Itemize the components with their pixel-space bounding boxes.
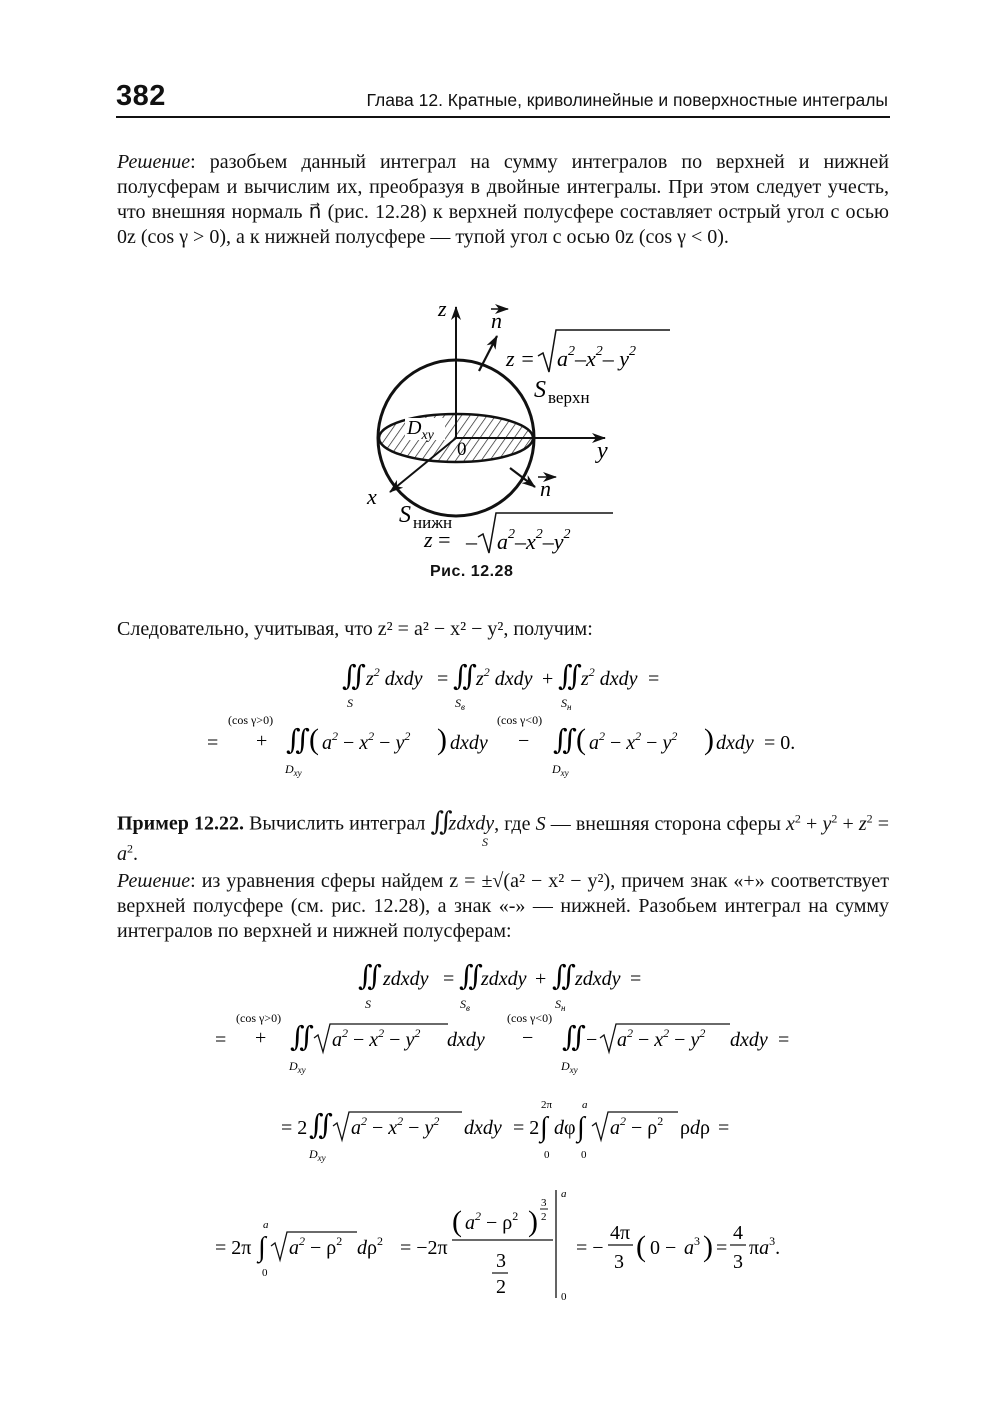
svg-text:(: ( (309, 723, 319, 756)
svg-text:z2 dxdy: $z^2$ dxdy (581, 665, 638, 690)
svg-text:0: 0 (262, 1267, 268, 1279)
svg-text:∬: ∬ (558, 661, 582, 692)
svg-text:(: ( (452, 1205, 462, 1238)
svg-text:dxdy: dxdy (447, 1029, 485, 1051)
svg-text:zdxdy: zdxdy (575, 968, 621, 990)
svg-text:∬: ∬ (309, 1110, 333, 1141)
origin-label: 0 (457, 439, 467, 460)
svg-text:∬: ∬ (358, 961, 382, 992)
svg-text:верхн: верхн (548, 388, 590, 407)
svg-text:0: 0 (581, 1149, 587, 1161)
z-axis-label: z (438, 296, 447, 321)
svg-text:3: 3 (614, 1251, 624, 1273)
svg-text:a2 − ρ2: $a^2 - \rho^2$ (465, 1209, 519, 1234)
svg-text:a2 − ρ2: $a^2 - \rho^2$ (610, 1114, 664, 1139)
svg-text:+: + (542, 668, 554, 690)
svg-text:0 −: 0 − (650, 1237, 677, 1259)
svg-text:= 2: = 2 (281, 1117, 308, 1139)
svg-text:z2 dxdy: $z^2$ dxdy (366, 665, 423, 690)
svg-text:a2–x2–y2: $a^2-x^2-y^2$ (497, 527, 571, 554)
svg-text:∬: ∬ (562, 1022, 586, 1053)
svg-text:=: = (215, 1029, 227, 1051)
solution-label: Решение (117, 151, 191, 173)
svg-text:dφ: dφ (554, 1117, 576, 1139)
svg-text:a2 − x2 − y2: $a^2 - x^2 - y^2$ (589, 729, 678, 754)
example-text-after: , где S — внешняя сторона сферы $x^2 + y^2 + z^2 = a^2$. (117, 811, 890, 866)
svg-text:Sн: $S_н$ (561, 696, 572, 712)
svg-text:): ) (703, 1230, 713, 1263)
example-integral-sub: S (482, 835, 488, 849)
svg-text:2π: 2π (541, 1099, 553, 1111)
svg-text:πa3.: $\pi a^3$. (749, 1234, 781, 1259)
svg-text:=: = (716, 1237, 728, 1259)
svg-text:= −: = − (576, 1237, 604, 1259)
svg-text:n: n (491, 308, 502, 333)
svg-text:zdxdy: zdxdy (481, 968, 527, 990)
svg-text:∬: ∬ (453, 661, 477, 692)
svg-text:S: S (347, 696, 353, 710)
svg-text:−: − (586, 1029, 598, 1051)
example-integral-sign: ∬ (430, 806, 453, 836)
svg-text:0: 0 (561, 1291, 567, 1303)
svg-text:a2 − x2 − y2: $a^2 - x^2 - y^2$ (332, 1026, 421, 1051)
svg-text:∬: ∬ (290, 1022, 314, 1053)
solution2-text: : из уравнения сферы найдем z = ±√(a² − x² − y²), причем знак «+» соответствует верхней полусфере (см. рис. 12.28), а знак «-» — нижней. Разобьем интеграл на сумму интегралов по верхней и нижней полусферам: (117, 870, 889, 942)
y-axis-label: y (597, 438, 608, 464)
svg-text:): ) (437, 723, 447, 756)
page-number: 382 (116, 80, 166, 112)
svg-text:= 2π: = 2π (215, 1237, 252, 1259)
solution2-label: Решение (117, 870, 191, 892)
svg-text:a2–x2– y2: $a^2-x^2-$ $y^2$ (557, 344, 637, 371)
svg-text:dxdy: dxdy (450, 732, 488, 754)
svg-text:Dxy: $D_{xy}$ (285, 762, 302, 778)
svg-text:2: 2 (541, 1211, 547, 1223)
svg-text:–: – (466, 529, 477, 554)
example-integrand: zdxdy (448, 812, 495, 835)
svg-text:+: + (255, 1027, 267, 1049)
svg-text:a: a (582, 1099, 588, 1111)
svg-text:(: ( (636, 1230, 646, 1263)
svg-text:(: ( (576, 723, 586, 756)
svg-text:a2 − x2 − y2: $a^2 - x^2 - y^2$ (617, 1026, 706, 1051)
svg-text:3: 3 (496, 1250, 506, 1272)
svg-text:a3: $a^3$ (684, 1234, 700, 1259)
svg-text:4: 4 (733, 1222, 743, 1244)
svg-text:dxdy: dxdy (730, 1029, 768, 1051)
svg-text:=: = (437, 668, 449, 690)
svg-text:z2 dxdy: $z^2$ dxdy (476, 665, 533, 690)
svg-text:S: S (534, 377, 546, 403)
svg-text:ρdρ: ρdρ (680, 1117, 710, 1139)
example-text-before: Вычислить интеграл (249, 812, 426, 835)
svg-text:−: − (518, 730, 530, 752)
svg-text:=: = (648, 668, 660, 690)
svg-text:0: 0 (544, 1149, 550, 1161)
svg-text:Sн: $S_н$ (555, 997, 566, 1013)
svg-text:dρ2: $d\rho^2$ (357, 1234, 383, 1259)
svg-text:∬: ∬ (553, 725, 577, 756)
svg-text:∫: ∫ (258, 1232, 266, 1263)
svg-text:= −2π: = −2π (400, 1237, 448, 1259)
svg-text:S: S (399, 502, 411, 528)
svg-text:∬: ∬ (552, 961, 576, 992)
example-label: Пример 12.22. (117, 812, 244, 835)
svg-text:=: = (778, 1029, 790, 1051)
svg-text:zdxdy: zdxdy (383, 968, 429, 990)
svg-text:): ) (528, 1205, 538, 1238)
svg-text:Dxy: $D_{xy}$ (407, 417, 434, 443)
svg-text:=: = (718, 1117, 730, 1139)
svg-text:): ) (704, 723, 714, 756)
svg-text:= 0.: = 0. (764, 732, 796, 754)
x-axis-label: x (367, 484, 377, 509)
svg-text:= 2: = 2 (513, 1117, 540, 1139)
svg-text:(cos γ<0): (cos γ<0) (497, 713, 543, 727)
figure-caption: Рис. 12.28 (430, 563, 514, 580)
svg-text:Dxy: $D_{xy}$ (309, 1147, 326, 1163)
svg-text:∬: ∬ (342, 661, 366, 692)
svg-text:нижн: нижн (413, 513, 453, 532)
svg-text:S: S (365, 997, 371, 1011)
svg-text:Dxy: $D_{xy}$ (552, 762, 569, 778)
svg-text:Dxy: $D_{xy}$ (289, 1059, 306, 1075)
svg-text:a: a (263, 1219, 269, 1231)
svg-text:a2 − ρ2: $a^2 - \rho^2$ (289, 1234, 343, 1259)
svg-text:(cos γ<0): (cos γ<0) (507, 1011, 553, 1025)
svg-text:(cos γ>0): (cos γ>0) (236, 1011, 282, 1025)
svg-text:3: 3 (541, 1197, 547, 1209)
svg-text:4π: 4π (610, 1222, 631, 1244)
svg-text:dxdy: dxdy (464, 1117, 502, 1139)
svg-text:a: a (561, 1188, 567, 1200)
svg-text:∬: ∬ (286, 725, 310, 756)
svg-text:∫: ∫ (577, 1112, 585, 1143)
svg-text:2: 2 (496, 1276, 506, 1298)
svg-text:n: n (540, 476, 551, 501)
running-head: Глава 12. Кратные, криволинейные и поверхностные интегралы (366, 90, 888, 110)
svg-text:=: = (443, 968, 455, 990)
svg-text:a2 − x2 − y2: $a^2 - x^2 - y^2$ (351, 1114, 440, 1139)
svg-text:3: 3 (733, 1251, 743, 1273)
svg-text:=: = (207, 732, 219, 754)
svg-text:+: + (256, 730, 268, 752)
svg-text:dxdy: dxdy (716, 732, 754, 754)
svg-text:∫: ∫ (540, 1112, 548, 1143)
svg-text:(cos γ>0): (cos γ>0) (228, 713, 274, 727)
svg-text:Dxy: $D_{xy}$ (561, 1059, 578, 1075)
svg-text:−: − (522, 1027, 534, 1049)
conclusion-text: Следовательно, учитывая, что z² = a² − x² − y², получим: (117, 618, 593, 640)
svg-text:a2 − x2 − y2: $a^2 - x^2 - y^2$ (322, 729, 411, 754)
svg-text:∬: ∬ (459, 961, 483, 992)
solution-text: : разобьем данный интеграл на сумму интегралов по верхней и нижней полусферам и вычислим их, преобразуя в двойные интегралы. При этом следует учесть, что внешняя нормаль n⃗ (рис. 12.28) к верхней полусфере составляет острый угол с осью 0z (cos γ > 0), а к нижней полусфере — тупой угол с осью 0z (cos γ < 0). (117, 151, 889, 248)
svg-text:+: + (535, 968, 547, 990)
svg-text:z =: z = (506, 346, 535, 371)
svg-text:Sв: $S_в$ (460, 997, 470, 1013)
svg-text:=: = (630, 968, 642, 990)
svg-text:z =: z = (424, 527, 451, 552)
svg-text:Sв: $S_в$ (455, 696, 465, 712)
